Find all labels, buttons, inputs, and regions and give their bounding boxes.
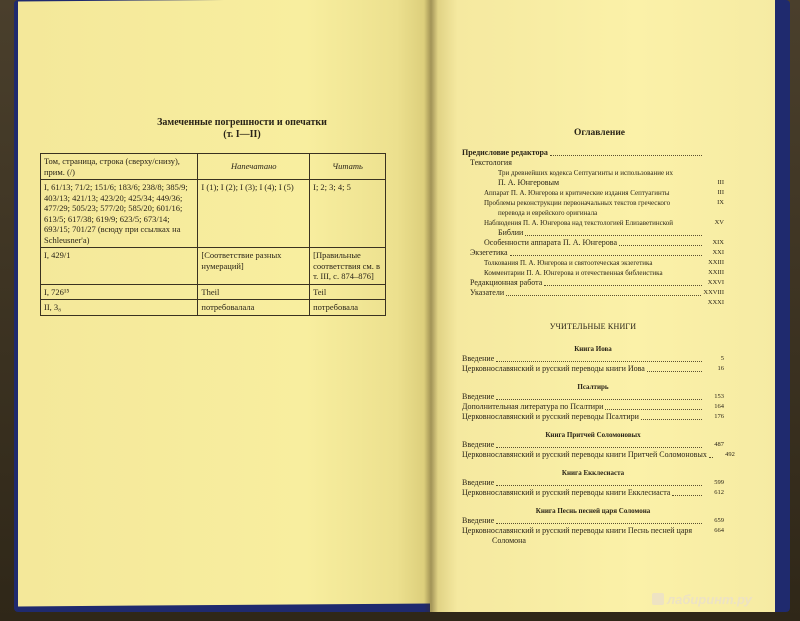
toc-entry xyxy=(462,440,724,450)
errata-table xyxy=(40,153,386,316)
toc-entry-text: Церковнославянский и русский переводы книги Притчей Соломоновых xyxy=(462,450,707,459)
header-location: Том, страница, строка (сверху/снизу), прим. (/) xyxy=(41,154,198,180)
toc-entry-text: Толкования П. А. Юнгерова и святоотеческая экзегетика xyxy=(484,259,653,267)
toc-entry-page: XXVI xyxy=(707,279,724,286)
toc-entry xyxy=(462,258,724,268)
toc-entry-page: 153 xyxy=(714,393,724,400)
toc-entry xyxy=(462,268,724,278)
toc-entry-text: Особенности аппарата П. А. Юнгерова xyxy=(484,238,617,247)
toc-entry-page: III xyxy=(717,179,724,186)
cell-read: потребовала xyxy=(310,300,386,316)
book-title xyxy=(462,430,724,440)
toc-entry xyxy=(462,526,724,536)
errata-title-line1: Замеченные погрешности и опечатки xyxy=(157,117,327,128)
toc-entry xyxy=(462,450,735,460)
toc-entry xyxy=(462,354,724,364)
cell-printed: I (1); I (2); I (3); I (4); I (5) xyxy=(198,180,310,248)
cell-location: I, 429/1 xyxy=(41,248,198,285)
book-gutter xyxy=(424,0,438,612)
toc-entry-text: Три древнейших кодекса Септуагинты и использование их xyxy=(498,169,674,177)
toc-entry-page: 492 xyxy=(725,451,735,458)
book-title xyxy=(462,468,724,478)
cell-printed: потребовалала xyxy=(198,300,310,316)
toc-entry-page: XXIII xyxy=(708,269,724,276)
table-row xyxy=(41,300,386,316)
toc-entry-page: XV xyxy=(714,219,724,226)
book-title-text: Книга Екклесиаста xyxy=(561,469,625,477)
toc-entry-page: XIX xyxy=(712,239,724,246)
book-title-text: Псалтирь xyxy=(577,383,609,391)
toc-entry-page: 487 xyxy=(714,441,724,448)
watermark-text: лабиринт.ру xyxy=(667,592,752,607)
toc-entry-text: П. А. Юнгеровым xyxy=(498,178,559,187)
toc-entry xyxy=(462,148,724,158)
book-title xyxy=(462,506,724,516)
book-title-text: Книга Иова xyxy=(574,345,612,353)
toc-entry-text: Церковнославянский и русский переводы книги Иова xyxy=(462,364,645,373)
cell-location: I, 61/13; 71/2; 151/6; 183/6; 238/8; 385/9; 403/13; 421/13; 423/20; 425/34; 449/36; 477/29; 505/23; 577/20; 585/20; 601/16; 613/5; 617/38; 619/9; 623/5; 673/14; 693/15; 701/27 (всюду при ссылках на Schleusner'a) xyxy=(41,180,198,248)
toc-entry-page: XXIII xyxy=(708,259,724,266)
toc-entry-text: перевода и еврейского оригинала xyxy=(498,209,598,217)
toc-entry-text: Церковнославянский и русский переводы книги Песнь песней царя xyxy=(462,526,693,535)
toc-entry-page: XXVIII xyxy=(703,289,724,296)
toc-entry-text: Экзегетика xyxy=(470,248,508,257)
header-read: Читать xyxy=(310,154,386,180)
toc-entry-page: 659 xyxy=(714,517,724,524)
toc-entry-page: XXXI xyxy=(707,299,724,306)
toc-entry-text: Аппарат П. А. Юнгерова и критические издания Септуагинты xyxy=(484,189,670,197)
book-title xyxy=(462,344,724,354)
toc-entry xyxy=(462,198,724,208)
errata-title-line2: (т. I—II) xyxy=(223,129,261,140)
toc-entry-page: 612 xyxy=(714,489,724,496)
toc-entry-text: Введение xyxy=(462,440,495,449)
header-printed: Напечатано xyxy=(198,154,310,180)
book-title-text: Книга Притчей Соломоновых xyxy=(545,431,641,439)
toc-entry-text: Введение xyxy=(462,354,495,363)
cell-printed: Theil xyxy=(198,284,310,300)
toc-entry-text: Введение xyxy=(462,392,495,401)
toc-entry xyxy=(462,178,724,188)
book-title xyxy=(462,382,724,392)
cell-printed: [Соответствие разных нумераций] xyxy=(198,248,310,285)
toc-entry-text: Указатели xyxy=(470,288,505,297)
toc-entry-page: 5 xyxy=(720,355,724,362)
cell-read: I; 2; 3; 4; 5 xyxy=(310,180,386,248)
labirint-logo-icon xyxy=(652,593,664,605)
toc-entry xyxy=(462,364,724,374)
toc-entry xyxy=(462,536,724,546)
cell-location: II, 3₈ xyxy=(41,300,198,316)
toc-title: Оглавление xyxy=(574,128,626,138)
watermark xyxy=(652,592,752,607)
table-row xyxy=(41,284,386,300)
toc-entry-text: Комментарии П. А. Юнгерова и отечественная библеистика xyxy=(484,269,663,277)
toc-entry xyxy=(462,228,724,238)
section-heading-text: УЧИТЕЛЬНЫЕ КНИГИ xyxy=(549,322,637,331)
toc-entry xyxy=(462,248,724,258)
toc-entry-text: Церковнославянский и русский переводы книги Екклесиаста xyxy=(462,488,671,497)
section-heading xyxy=(462,322,724,332)
toc-entry-text: Соломона xyxy=(492,536,526,545)
toc-entry-text: Текстология xyxy=(470,158,512,167)
toc-entry-page: XXI xyxy=(712,249,724,256)
toc-entry-page: 16 xyxy=(717,365,724,372)
toc-entry-text: Библии xyxy=(498,228,524,237)
cell-read: [Правильные соответствия см. в т. III, с. 874–876] xyxy=(310,248,386,285)
toc-entry xyxy=(462,392,724,402)
toc-entry-page: IX xyxy=(717,199,724,206)
toc-entry xyxy=(462,238,724,248)
toc-entry xyxy=(462,168,724,178)
toc-entry xyxy=(462,188,724,198)
toc-entry-text: Наблюдения П. А. Юнгерова над текстологией Елизаветинской xyxy=(484,219,674,227)
errata-title xyxy=(142,117,342,141)
table-row xyxy=(41,180,386,248)
toc-entry xyxy=(462,298,724,308)
toc-entry-page: 176 xyxy=(714,413,724,420)
toc-entry xyxy=(462,288,724,298)
errata-header-row xyxy=(41,154,386,180)
toc-entry xyxy=(462,402,724,412)
toc-entry xyxy=(462,278,724,288)
toc-entry xyxy=(462,158,724,168)
toc-entry-text: Редакционная работа xyxy=(470,278,543,287)
toc-entry xyxy=(462,478,724,488)
toc-entry xyxy=(462,412,724,422)
cell-read: Teil xyxy=(310,284,386,300)
toc-entry-text: Предисловие редактора xyxy=(462,148,548,157)
toc-entry xyxy=(462,218,724,228)
book-title-text: Книга Песнь песней царя Соломона xyxy=(535,507,651,515)
cell-location: I, 726¹⁵ xyxy=(41,284,198,300)
toc-entry-page: 164 xyxy=(714,403,724,410)
toc-entry xyxy=(462,516,724,526)
toc-entry-text: Введение xyxy=(462,516,495,525)
toc-entry-page: III xyxy=(717,189,724,196)
toc-entry-page: 664 xyxy=(714,527,724,534)
table-of-contents xyxy=(462,148,735,546)
toc-entry-text: Введение xyxy=(462,478,495,487)
toc-entry xyxy=(462,488,724,498)
table-row xyxy=(41,248,386,285)
toc-entry xyxy=(462,208,724,218)
toc-entry-page: 599 xyxy=(714,479,724,486)
toc-entry-text: Дополнительная литература по Псалтири xyxy=(462,402,604,411)
toc-entry-text: Проблемы реконструкции первоначальных текстов греческого xyxy=(484,199,671,207)
toc-entry-text: Церковнославянский и русский переводы Псалтири xyxy=(462,412,639,421)
